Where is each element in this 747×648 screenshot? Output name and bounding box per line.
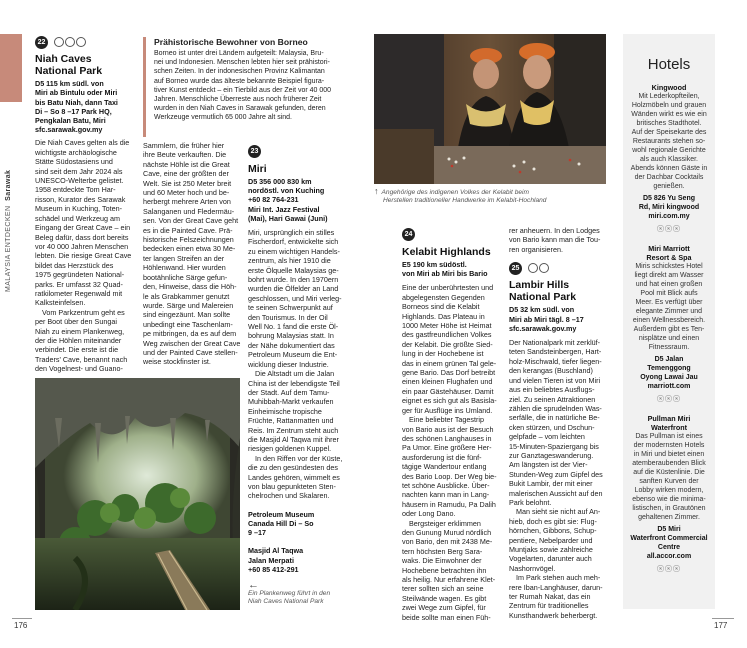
entry-title: Miri xyxy=(248,163,267,175)
miri-para-3: In den Riffen vor der Küste, die zu den gesündesten des Landes gehören, wimmelt es von blau gepunkteten Sten- chelrochen und Skalaren. xyxy=(248,453,343,501)
photo-kelabit-people xyxy=(374,34,606,184)
photo-niah-cave-walkway xyxy=(35,378,240,610)
prehistoric-infobox xyxy=(143,37,365,137)
entry-number: 25 xyxy=(509,262,522,275)
hotel-pullman-miri: Pullman Miri Waterfront Das Pullman ist eines der modernsten Hotels in Miri und bietet einen atemberaubenden Blick auf die Küstenlinie. Die sanften Kurven der Lobby wirken modern, ebenso wie die minima- listischen, in Grautönen gehaltenen Zimmer. D5 Miri Waterfront Commercial Centre all.accor.com ⓢⓢⓢ xyxy=(630,414,708,573)
niah-body xyxy=(35,138,138,373)
lambir-para-2: Man sieht sie nicht auf An- hieb, doch es gibt sie: Flug- hörnchen, Gibbons, Schup- pentiere, Nebelparder und Muntjaks sowie zahlreiche Vogelarten, darunter auch Nashornvögel. xyxy=(509,507,601,573)
kelabit-para-3: Bergsteiger erklimmen den Gunung Murud nördlich von Bario, den mit 2438 Me- tern höchsten Berg Sara- waks. Die Einwohner der Hochebene betrachten ihn als heilig. Nur erfahrene Klet- terer sollten sich an seine Steilwände wagen. Es gibt zwei Wege zum Gipfel, für beide sollte man einen Füh- xyxy=(402,518,496,622)
phone-number[interactable]: +60 85 412-291 xyxy=(248,564,299,574)
price-category: ⓢⓢⓢ xyxy=(657,226,681,233)
entry-niah-caves xyxy=(35,33,138,374)
kelabit-para-1: Eine der unberührtesten und abgelegensten Gegenden Borneos sind die Kelabit Highlands. Das Plateau in 1000 Meter Höhe ist Heimat des gastfreundlichen Volkes der Kelabit. Die größte Sied- lung in der Hochebene ist das in einem grünen Tal gele- gene Bario. Das Dorf betreibt einen kleinen Flughafen und ein paar Gästehäuser. Damit eignet es sich gut als Basisla- ger für Ausflüge ins Umland. xyxy=(402,283,497,415)
kelabit-para-2: Eine beliebter Tagestrip von Bario aus ist der Besuch des schönen Langhauses in Pa Umor. Eine größere Her- ausforderung ist die fünf- tägige Wandertour entlang des Bario Loop. Der Weg bie- tet schöne Ausblicke. Über- nachten kann man in Lang- häusern in Ramudu, Pa Dalih oder Long Dano. xyxy=(402,415,497,519)
miri-para-1: Miri, ursprünglich ein stilles Fischerdorf, entwickelte sich zu einem wichtigen Handels- zentrum, als hier 1910 die erste Ölquelle Malaysias ge- bohrt wurde. In den 1970ern wurden die Ölfelder an Land geschlossen, und Miri verleg- te seinen Schwerpunkt auf den Tourismus. In der Oil Well No. 1 fand die erste Öl- bohrung Malaysias statt. In der Nähe dokumentiert das Petroleum Museum die Ent- wicklung dieser Industrie. xyxy=(248,228,342,369)
arrow-left-icon: ← xyxy=(248,579,259,591)
section-tab xyxy=(0,34,22,102)
web-link[interactable]: miri.com.my xyxy=(648,213,690,220)
directions-badge-icon xyxy=(539,263,549,273)
niah-body-continued: Sammlern, die früher hier ihre Beute verkauften. Die nächste Höhle ist die Great Cave, eine der größten der Welt. Sie ist 250 Meter breit und 60 Meter hoch und be- herbergt mehrere Arten von Salanganen und Fledermäu- sen. Von der Great Cave geht es in die Painted Cave. Prä- historische Felszeichnungen bedecken einen etwa 30 Me- ter langen Streifen an der Höhlenwand. Hier wurden bootähnliche Särge gefun- den, Hinweise, dass die Höh- le als Grabkammer genutzt wurde. Särge und Malereien sind eingezäunt. Man sollte unbedingt eine Taschenlam- pe mitbringen, da es auf dem Weg zwischen der Great Cave und der Painted Cave stellen- weise stockfinster ist. xyxy=(143,141,241,367)
rating-badges xyxy=(54,33,87,51)
hotels-heading: Hotels xyxy=(647,56,691,73)
photo-caption-kelabit: ↑ Angehörige des indigenen Volkes der Kelabit beim Herstellen traditioneller Handwerke im Kelabit-Hochland xyxy=(374,186,547,205)
photo-caption-cave: ← Ein Plankenweg führt in den Niah Caves National Park xyxy=(248,580,358,607)
page-number-right: 177 xyxy=(714,621,728,630)
entry-info: D5 356 000 830 km nordöstl. von Kuching +60 82 764-231 Miri Int. Jazz Festival (Mai), Hari Gawai (Juni) xyxy=(248,177,354,223)
entry-number: 22 xyxy=(35,36,48,49)
side-section-label xyxy=(2,112,20,292)
entry-miri xyxy=(248,143,354,574)
arrow-up-icon: ↑ xyxy=(374,186,379,196)
entry-kelabit-highlands xyxy=(402,226,504,622)
kelabit-body-continued: rer anheuern. In den Lodges von Bario kann man die Tou- ren organisieren. xyxy=(509,226,601,254)
entry-info: D5 32 km südl. von Miri ab Miri tägl. 8 –17 sfc.sarawak.gov.my xyxy=(509,305,613,333)
price-category: ⓢⓢⓢ xyxy=(657,396,681,403)
poi-masjid-al-taqwa: Masjid Al Taqwa Jalan Merpati +60 85 412-291 xyxy=(248,546,354,574)
niah-para-2: Vom Parkzentrum geht es per Boot über den Sungai Niah zu einem Plankenweg, der die Höhlen miteinander verbindet. Die erste ist die Traders' Cave, benannt nach den Vogelnest- und Guano- xyxy=(35,307,128,374)
infobox-text: Borneo ist unter drei Ländern aufgeteilt: Malaysia, Bru- nei und Indonesien. Menschen lebten hier seit prähistori- schen Zeiten. In der indonesischen Provinz Kalimantan auf Borneo wurde das älteste bekannte Beispiel figura- tiver Kunst entdeckt – ein Tierbild aus der Zeit vor 40 000 Jahren. Menschliche Überreste aus noch früherer Zeit wurden in den Niah Caves in Sarawak gefunden, deren Werkzeuge vermutlich 65 000 Jahre alt sind. xyxy=(154,50,332,122)
web-link[interactable]: sfc.sarawak.gov.my xyxy=(35,125,103,135)
entry-number: 23 xyxy=(248,145,261,158)
hotel-miri-marriott: Miri Marriott Resort & Spa Miris schickstes Hotel liegt direkt am Wasser und hat einen großen Pool mit Blick aufs Meer. Es verfügt über elegante Zimmer und einen Wellnessbereich. Außerdem gibt es Ten- nisplätze und einen Fitnessraum. D5 Jalan Temenggong Oyong Lawai Jau marriott.com ⓢⓢⓢ xyxy=(629,244,709,404)
hotels-sidebar xyxy=(623,34,715,609)
phone-number[interactable]: +60 82 764-231 xyxy=(248,195,299,205)
web-link[interactable]: sfc.sarawak.gov.my xyxy=(509,323,577,333)
niah-para-1: Die Niah Caves gelten als die wichtigste archäologische Stätte Südostasiens und sind seit dem Jahr 2024 als UNESCO-Welterbe gelistet. 1958 entdeckte Tom Har- risson, Kurator des Sarawak Museum in Kuching, Toten- schädel und Werkzeug am Eingang der Great Cave – ein Beleg dafür, dass dort bereits vor 40 000 Jahren Menschen lebten. Die riesige Great Cave bildet das Herzstück des 1975 gegründeten National- parks. Er umfasst 32 Quad- ratkilometer Regenwald mit Kalksteinfelsen. xyxy=(35,138,132,308)
entry-info: E5 190 km südöstl. von Miri ab Miri bis Bario xyxy=(402,260,488,279)
star-badge-icon xyxy=(76,37,86,47)
infobox-title: Prähistorische Bewohner von Borneo xyxy=(154,37,308,47)
web-link[interactable]: marriott.com xyxy=(647,383,691,390)
side-label-text: MALAYSIA ENTDECKEN xyxy=(5,205,12,292)
entry-title: Niah Caves National Park xyxy=(35,53,103,78)
entry-number: 24 xyxy=(402,228,415,241)
page-number-left: 176 xyxy=(14,621,28,630)
pushpin-badge-icon xyxy=(54,37,64,47)
side-label-region: Sarawak xyxy=(5,169,12,201)
poi-petroleum-museum: Petroleum Museum Canada Hill Di – So 9 –17 xyxy=(248,509,315,538)
entry-title: Lambir Hills National Park xyxy=(509,279,577,304)
price-category: ⓢⓢⓢ xyxy=(657,566,681,573)
lambir-para-3: Im Park stehen auch meh- rere Iban-Langhäuser, darun- ter Rumah Nakat, das ein Zentrum für traditionelles Kunsthandwerk beherbergt. xyxy=(509,573,603,620)
web-link[interactable]: all.accor.com xyxy=(646,553,692,560)
page-rule-left xyxy=(12,618,32,619)
kelabit-body xyxy=(402,283,504,622)
pushpin-badge-icon xyxy=(528,263,538,273)
miri-body xyxy=(248,228,354,501)
directions-badge-icon xyxy=(65,37,75,47)
miri-para-2: Die Altstadt um die Jalan China ist der lebendigste Teil der Stadt. Auf dem Tamu- Muhibbah-Markt verkaufen Einheimische tropische Früchte, Rattanmatten und Reis. Im Zentrum steht auch die Masjid Al Taqwa mit ihrer riesigen goldenen Kuppel. xyxy=(248,369,340,454)
page-rule-right xyxy=(712,618,734,619)
entry-lambir-hills xyxy=(509,226,613,620)
entry-info: D5 115 km südl. von Miri ab Bintulu oder Miri bis Batu Niah, dann Taxi Di – So 8 –17 Park HQ, Pengkalan Batu, Miri sfc.sarawak.gov.my xyxy=(35,79,138,134)
hotel-kingwood: Kingwood Mit Lederkopfteilen, Holzmöbeln und grauen Wänden wirkt es wie ein britisches Stadthotel. Auf der Speisekarte des Restaurants stehen so- wohl regionale Gerichte als auch Klassiker. Abends können Gäste in der Dachbar Cocktails genießen. D5 826 Yu Seng Rd, Miri kingwood miri.com.my ⓢⓢⓢ xyxy=(630,83,708,233)
lambir-body xyxy=(509,338,613,620)
lambir-para-1: Der Nationalpark mit zerklüf- teten Sandsteinbergen, Hart- holz-Mischwald, tiefer liegen- den kerangas (Buschland) und vielen Tieren ist von Miri aus ein beliebtes Ausflugs- ziel. Zu seinen Attraktionen zählen die sprudelnden Was- serfälle, die in natürliche Be- cken stürzen, und Dschun- gelpfade – vom leichten 15-Minuten-Spaziergang bis zur Ganztageswanderung. Am längsten ist der Vier- Stunden-Weg zum Gipfel des Bukit Lambir, der mit einer malerischen Aussicht auf den Park belohnt. xyxy=(509,338,603,507)
entry-title: Kelabit Highlands xyxy=(402,246,491,258)
rating-badges xyxy=(528,259,550,277)
